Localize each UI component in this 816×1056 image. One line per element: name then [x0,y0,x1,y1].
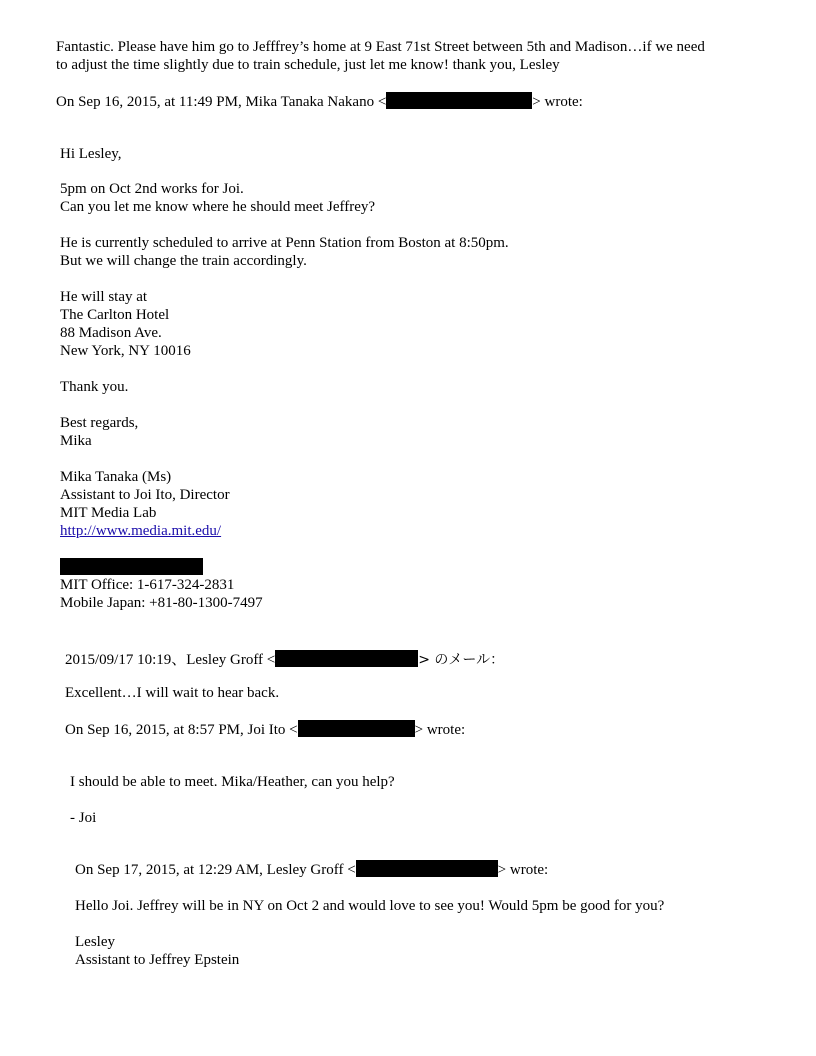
body-line: He will stay at [60,289,148,305]
closing: Best regards, [60,415,139,431]
redaction-box [275,650,418,667]
signature-name: - Joi [70,810,97,826]
redaction-box [386,92,532,109]
body-line: He is currently scheduled to arrive at Penn Station from Boston at 8:50pm. [60,235,509,251]
signature-url-line [60,522,221,540]
header-suffix: > wrote: [532,94,583,110]
hotel-name: The Carlton Hotel [60,307,170,323]
signature-mobile: Mobile Japan: +81-80-1300-7497 [60,595,263,611]
quote-header [65,720,465,739]
hotel-city: New York, NY 10016 [60,343,191,359]
closing-name: Mika [60,433,92,449]
body-line: Fantastic. Please have him go to Jefffrey’s home at 9 East 71st Street between 5th and Madison…if we need [56,39,705,55]
redaction-line [60,558,203,577]
signature-title: Assistant to Joi Ito, Director [60,487,230,503]
header-prefix: On Sep 17, 2015, at 12:29 AM, Lesley Groff < [75,862,356,878]
header-suffix: > wrote: [497,862,549,878]
body-line: Can you let me know where he should meet Jeffrey? [60,199,376,215]
hotel-street: 88 Madison Ave. [60,325,162,341]
signature-office: MIT Office: 1-617-324-2831 [60,577,235,593]
body-line: I should be able to meet. Mika/Heather, can you help? [70,774,395,790]
header-suffix: > wrote: [414,722,466,738]
body-line: 5pm on Oct 2nd works for Joi. [60,181,244,197]
redaction-box [356,860,498,877]
quote-header [56,92,583,111]
signature-org: MIT Media Lab [60,505,157,521]
header-prefix: 2015/09/17 10:19、Lesley Groff < [65,652,276,668]
body-line: But we will change the train accordingly. [60,253,307,269]
signature-url-link[interactable]: http://www.media.mit.edu/ [60,523,222,539]
quote-header [75,860,548,879]
signature-name: Lesley [75,934,115,950]
body-line: Thank you. [60,379,129,395]
header-suffix: > のメール： [418,652,505,668]
body-line: Hello Joi. Jeffrey will be in NY on Oct 2 and would love to see you! Would 5pm be good for you? [75,898,665,914]
signature-title: Assistant to Jeffrey Epstein [75,952,240,968]
header-prefix: On Sep 16, 2015, at 11:49 PM, Mika Tanaka Nakano < [56,94,387,110]
redaction-box [60,558,203,575]
redaction-box [298,720,415,737]
signature-name: Mika Tanaka (Ms) [60,469,172,485]
quote-header [65,650,504,669]
body-line: to adjust the time slightly due to train schedule, just let me know! thank you, Lesley [56,57,560,73]
header-prefix: On Sep 16, 2015, at 8:57 PM, Joi Ito < [65,722,298,738]
body-line: Excellent…I will wait to hear back. [65,685,280,701]
greeting: Hi Lesley, [60,146,122,162]
